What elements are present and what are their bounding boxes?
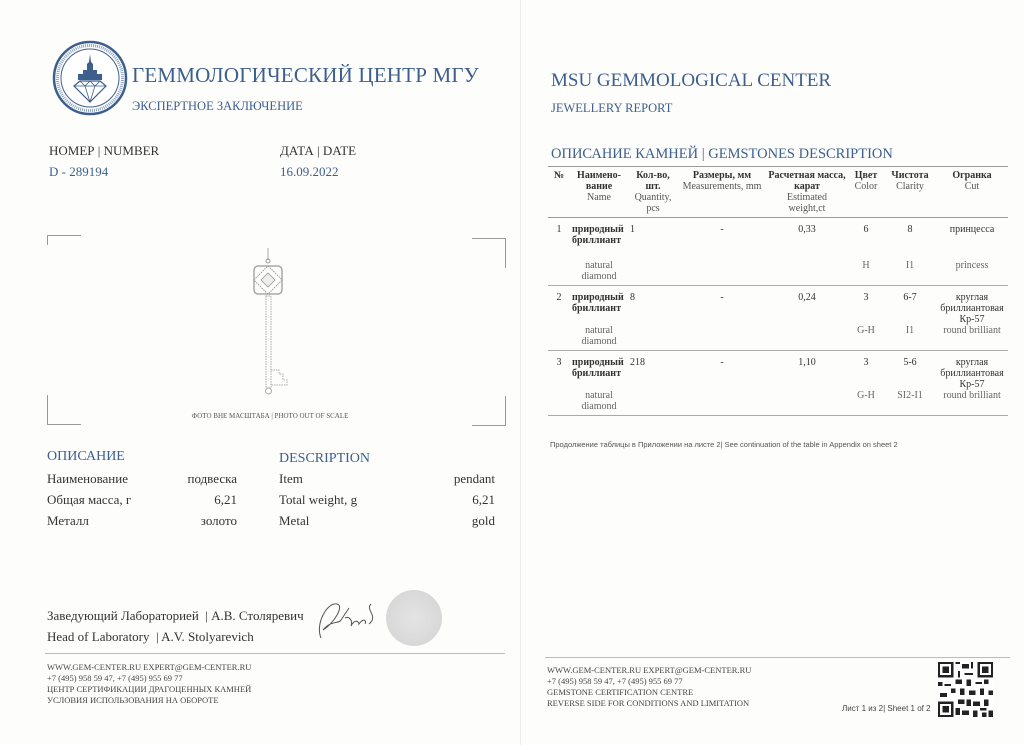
cell-size: - bbox=[720, 357, 724, 368]
cell-name-en: natural diamond bbox=[581, 390, 617, 412]
footer-phone: +7 (495) 958 59 47, +7 (495) 955 69 77 bbox=[47, 673, 183, 683]
cell-no: 2 bbox=[556, 292, 562, 303]
metal-value: золото bbox=[200, 513, 237, 528]
table-row-en bbox=[548, 325, 1008, 351]
title-en: MSU GEMMOLOGICAL CENTER bbox=[551, 70, 832, 91]
footer-phone: +7 (495) 958 59 47, +7 (495) 955 69 77 bbox=[547, 676, 683, 686]
divider bbox=[548, 166, 1008, 167]
page-fold bbox=[520, 0, 521, 745]
cell-clarity-en: SI2-I1 bbox=[897, 390, 923, 401]
number-label: НОМЕР | NUMBER bbox=[49, 143, 160, 158]
cell-qty: 1 bbox=[630, 224, 635, 235]
date-value: 16.09.2022 bbox=[280, 164, 339, 179]
col-cut: Огранка Cut bbox=[952, 170, 992, 192]
footer-centre: GEMSTONE CERTIFICATION CENTRE bbox=[547, 687, 694, 697]
number-value: D - 289194 bbox=[49, 164, 109, 179]
table-row bbox=[548, 351, 1008, 391]
logo-icon bbox=[52, 40, 128, 116]
cell-name-en: natural diamond bbox=[581, 260, 617, 282]
item-value: pendant bbox=[453, 471, 495, 486]
cell-no: 1 bbox=[556, 224, 562, 235]
cell-cut-ru: круглая бриллиантовая Кр-57 bbox=[940, 357, 1004, 390]
subtitle-en: JEWELLERY REPORT bbox=[551, 101, 673, 115]
photo-frame-corner bbox=[472, 238, 506, 268]
col-color: Цвет Color bbox=[854, 170, 878, 192]
col-no: № bbox=[553, 170, 565, 181]
cell-no: 3 bbox=[556, 357, 562, 368]
cell-color-ru: 3 bbox=[863, 292, 869, 303]
footer-right bbox=[547, 665, 751, 709]
continuation-note: Продолжение таблицы в Приложении на листе 2| See continuation of the table in Appendix on sheet 2 bbox=[550, 440, 898, 449]
cell-clarity-en: I1 bbox=[905, 325, 915, 336]
table-header bbox=[548, 170, 1008, 218]
title-ru: ГЕММОЛОГИЧЕСКИЙ ЦЕНТР МГУ bbox=[132, 63, 479, 87]
sheet-number: Лист 1 из 2| Sheet 1 of 2 bbox=[842, 704, 931, 713]
cell-cut-ru: принцесса bbox=[949, 224, 995, 235]
weight-label: Общая масса, г bbox=[47, 492, 132, 507]
pendant-photo bbox=[243, 248, 293, 398]
signature bbox=[313, 594, 383, 644]
col-weight: Расчетная масса, карат Estimated weight,ct bbox=[768, 170, 846, 214]
date-label: ДАТА | DATE bbox=[280, 143, 357, 158]
cell-cut-en: princess bbox=[955, 260, 989, 271]
table-row-en bbox=[548, 246, 1008, 286]
footer-conditions: REVERSE SIDE FOR CONDITIONS AND LIMITATION bbox=[547, 698, 750, 708]
cell-cut-ru: круглая бриллиантовая Кр-57 bbox=[940, 292, 1004, 325]
description-en-heading: DESCRIPTION bbox=[279, 451, 371, 466]
cell-cut-en: round brilliant bbox=[943, 325, 1001, 336]
footer-left bbox=[47, 662, 251, 706]
divider bbox=[45, 653, 505, 654]
cell-name-ru: природный бриллиант bbox=[572, 292, 624, 314]
col-quantity: Кол-во, шт. Quantity, pcs bbox=[634, 170, 672, 214]
col-clarity: Чистота Clarity bbox=[891, 170, 929, 192]
cell-color-ru: 3 bbox=[863, 357, 869, 368]
signatory-en: Head of Laboratory | A.V. Stolyarevich bbox=[47, 629, 254, 644]
table-row bbox=[548, 286, 1008, 326]
cell-name-en: natural diamond bbox=[581, 325, 617, 347]
photo-frame-corner bbox=[47, 235, 81, 245]
cell-weight: 0,33 bbox=[798, 224, 816, 235]
photo-frame-corner bbox=[472, 396, 506, 426]
footer-conditions: УСЛОВИЯ ИСПОЛЬЗОВАНИЯ НА ОБОРОТЕ bbox=[47, 695, 219, 705]
divider bbox=[545, 657, 1010, 658]
weight-value: 6,21 bbox=[214, 492, 237, 507]
cell-color-en: G-H bbox=[857, 325, 875, 336]
cell-cut-en: round brilliant bbox=[943, 390, 1001, 401]
cell-size: - bbox=[720, 224, 724, 235]
gemstones-heading: ОПИСАНИЕ КАМНЕЙ | GEMSTONES DESCRIPTION bbox=[551, 146, 893, 162]
signatory-ru: Заведующий Лабораторией | А.В. Столяревич bbox=[47, 608, 304, 623]
cell-clarity-ru: 8 bbox=[907, 224, 913, 235]
cell-qty: 218 bbox=[630, 357, 645, 368]
weight-value: 6,21 bbox=[472, 492, 495, 507]
description-ru-heading: ОПИСАНИЕ bbox=[47, 449, 125, 464]
subtitle-ru: ЭКСПЕРТНОЕ ЗАКЛЮЧЕНИЕ bbox=[132, 99, 303, 113]
metal-label: Металл bbox=[47, 513, 89, 528]
cell-color-ru: 6 bbox=[863, 224, 869, 235]
cell-clarity-ru: 5-6 bbox=[903, 357, 917, 368]
metal-label: Metal bbox=[279, 513, 310, 528]
description-en-table bbox=[279, 471, 495, 541]
weight-label: Total weight, g bbox=[279, 492, 358, 507]
col-measurements: Размеры, мм Measurements, mm bbox=[682, 170, 762, 192]
cell-weight: 1,10 bbox=[798, 357, 816, 368]
cell-name-ru: природный бриллиант bbox=[572, 224, 624, 246]
stamp-seal bbox=[386, 590, 442, 646]
cell-clarity-en: I1 bbox=[905, 260, 915, 271]
cell-color-en: G-H bbox=[857, 390, 875, 401]
gemstones-table bbox=[548, 170, 1008, 416]
footer-web: WWW.GEM-CENTER.RU EXPERT@GEM-CENTER.RU bbox=[547, 665, 752, 675]
metal-value: gold bbox=[471, 513, 495, 528]
table-row bbox=[548, 218, 1008, 247]
item-value: подвеска bbox=[187, 471, 237, 486]
cell-qty: 8 bbox=[630, 292, 635, 303]
qr-code-icon[interactable] bbox=[938, 662, 993, 717]
cell-size: - bbox=[720, 292, 724, 303]
table-row-en bbox=[548, 390, 1008, 416]
cell-weight: 0,24 bbox=[798, 292, 816, 303]
cell-color-en: H bbox=[862, 260, 870, 271]
item-label: Наименование bbox=[47, 471, 128, 486]
photo-frame-corner bbox=[47, 395, 81, 425]
cell-clarity-ru: 6-7 bbox=[903, 292, 917, 303]
photo-caption: ФОТО ВНЕ МАСШТАБА | PHOTO OUT OF SCALE bbox=[191, 412, 349, 420]
cell-name-ru: природный бриллиант bbox=[572, 357, 624, 379]
col-name: Наимено-вание Name bbox=[577, 170, 621, 203]
item-label: Item bbox=[279, 471, 303, 486]
footer-web: WWW.GEM-CENTER.RU EXPERT@GEM-CENTER.RU bbox=[47, 662, 252, 672]
description-ru-table bbox=[47, 471, 237, 541]
footer-centre: ЦЕНТР СЕРТИФИКАЦИИ ДРАГОЦЕННЫХ КАМНЕЙ bbox=[47, 684, 252, 694]
